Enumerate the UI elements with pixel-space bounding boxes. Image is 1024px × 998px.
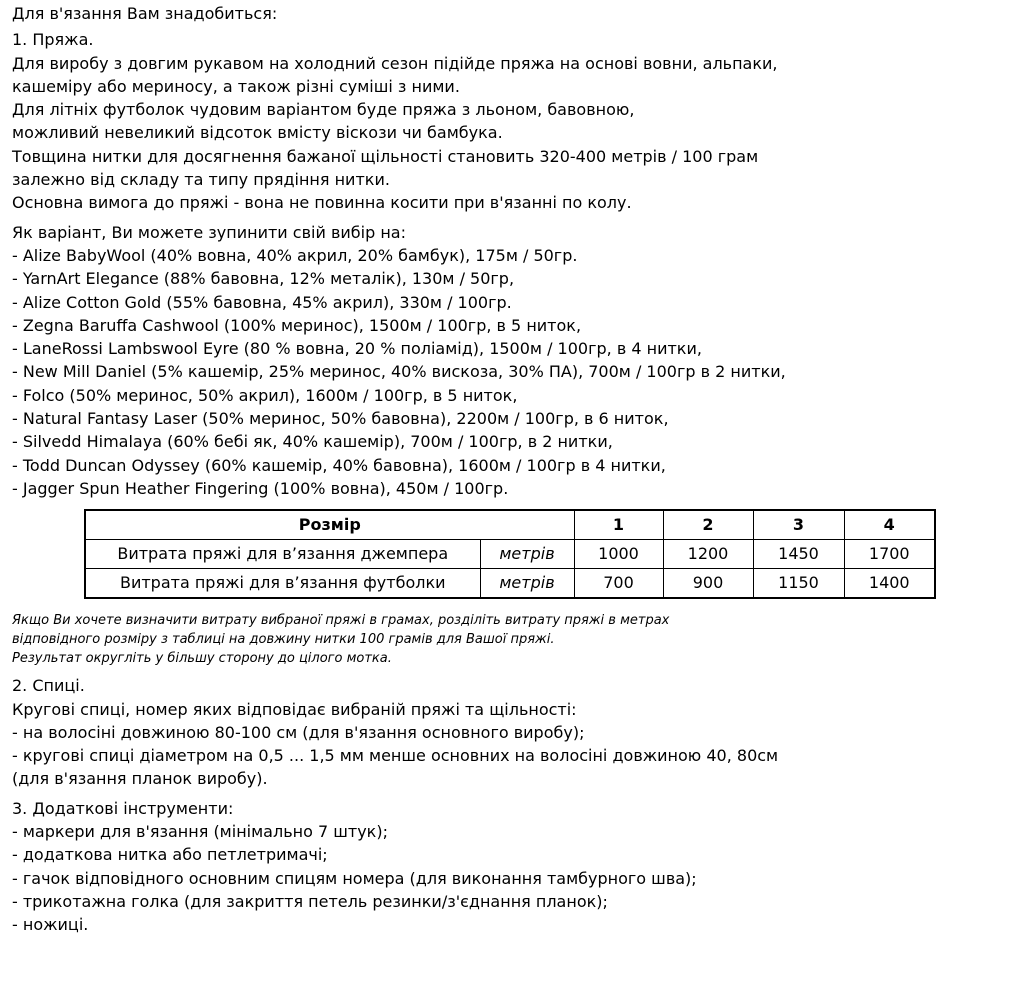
tools-section xyxy=(12,797,1012,937)
needles-line: - на волосіні довжиною 80-100 см (для в'язання основного виробу); xyxy=(12,722,585,742)
yarn-option: - Todd Duncan Odyssey (60% кашемір, 40% бавовна), 1600м / 100гр в 4 нитки, xyxy=(12,455,666,475)
row-unit: метрів xyxy=(480,569,574,599)
table-cell: 1700 xyxy=(844,540,935,569)
table-cell: 700 xyxy=(574,569,663,599)
needles-line: (для в'язання планок виробу). xyxy=(12,769,268,789)
size-column-header: 4 xyxy=(844,510,935,540)
size-column-header: 2 xyxy=(663,510,753,540)
yarn-paragraph: можливий невеликий відсоток вмісту віскози чи бамбука. xyxy=(12,123,503,143)
yarn-title: 1. Пряжа. xyxy=(12,30,94,50)
table-cell: 1200 xyxy=(663,540,753,569)
yarn-option: - YarnArt Elegance (88% бавовна, 12% металік), 130м / 50гр, xyxy=(12,269,515,289)
yarn-option: - Zegna Baruffa Cashwool (100% меринос), 1500м / 100гр, в 5 ниток, xyxy=(12,315,582,335)
yarn-paragraph: залежно від складу та типу прядіння нитки. xyxy=(12,170,390,190)
table-cell: 900 xyxy=(663,569,753,599)
yarn-option: - Natural Fantasy Laser (50% меринос, 50% бавовна), 2200м / 100гр, в 6 ниток, xyxy=(12,409,669,429)
size-column-header: 1 xyxy=(574,510,663,540)
tools-line: - маркери для в'язання (мінімально 7 штук); xyxy=(12,822,388,842)
row-label: Витрата пряжі для в’язання джемпера xyxy=(85,540,480,569)
needles-line: Кругові спиці, номер яких відповідає вибраній пряжі та щільності: xyxy=(12,699,577,719)
yarn-paragraph: Основна вимога до пряжі - вона не повинна косити при в'язанні по колу. xyxy=(12,193,632,213)
table-cell: 1150 xyxy=(753,569,844,599)
yarn-consumption-table xyxy=(84,509,936,599)
conversion-note xyxy=(12,611,1012,668)
table-row xyxy=(85,540,935,569)
page-heading: Для в'язання Вам знадобиться: xyxy=(12,4,278,23)
yarn-option: - New Mill Daniel (5% кашемір, 25% меринос, 40% вискоза, 30% ПА), 700м / 100гр в 2 нитки, xyxy=(12,362,786,382)
yarn-paragraph: кашеміру або мериносу, а також різні суміші з ними. xyxy=(12,76,460,96)
yarn-paragraph: Для виробу з довгим рукавом на холодний сезон підійде пряжа на основі вовни, альпаки, xyxy=(12,53,778,73)
yarn-paragraph: Товщина нитки для досягнення бажаної щільності становить 320-400 метрів / 100 грам xyxy=(12,146,759,166)
needles-title: 2. Спиці. xyxy=(12,676,85,696)
yarn-option: - Folco (50% меринос, 50% акрил), 1600м / 100гр, в 5 ниток, xyxy=(12,385,518,405)
yarn-option: - LaneRossi Lambswool Eyre (80 % вовна, 20 % поліамід), 1500м / 100гр, в 4 нитки, xyxy=(12,339,702,359)
table-cell: 1450 xyxy=(753,540,844,569)
yarn-option: - Alize BabyWool (40% вовна, 40% акрил, 20% бамбук), 175м / 50гр. xyxy=(12,245,578,265)
yarn-option: - Silvedd Himalaya (60% бебі як, 40% кашемір), 700м / 100гр, в 2 нитки, xyxy=(12,432,613,452)
tools-line: - гачок відповідного основним спицям номера (для виконання тамбурного шва); xyxy=(12,868,697,888)
tools-line: - ножиці. xyxy=(12,915,89,935)
needles-section xyxy=(12,674,1012,790)
needles-line: - кругові спиці діаметром на 0,5 ... 1,5 мм менше основних на волосіні довжиною 40, 80см xyxy=(12,746,779,766)
yarn-option: - Alize Cotton Gold (55% бавовна, 45% акрил), 330м / 100гр. xyxy=(12,292,512,312)
tools-title: 3. Додаткові інструменти: xyxy=(12,798,234,818)
document-page xyxy=(12,0,1012,937)
tools-line: - трикотажна голка (для закриття петель резинки/з'єднання планок); xyxy=(12,891,608,911)
note-line: Результат округліть у більшу сторону до цілого мотка. xyxy=(12,651,392,667)
yarn-option: - Jagger Spun Heather Fingering (100% вовна), 450м / 100гр. xyxy=(12,478,509,498)
note-line: Якщо Ви хочете визначити витрату вибраної пряжі в грамах, розділіть витрату пряжі в метрах xyxy=(12,613,670,629)
size-column-header: 3 xyxy=(753,510,844,540)
size-header-cell: Розмір xyxy=(85,510,574,540)
note-line: відповідного розміру з таблиці на довжину нитки 100 грамів для Вашої пряжі. xyxy=(12,632,555,648)
tools-line: - додаткова нитка або петлетримачі; xyxy=(12,845,328,865)
table-row xyxy=(85,569,935,599)
yarn-section xyxy=(12,28,1012,500)
row-label: Витрата пряжі для в’язання футболки xyxy=(85,569,480,599)
row-unit: метрів xyxy=(480,540,574,569)
yarn-options-intro: Як варіант, Ви можете зупинити свій вибір на: xyxy=(12,222,406,242)
table-cell: 1000 xyxy=(574,540,663,569)
yarn-paragraph: Для літніх футболок чудовим варіантом буде пряжа з льоном, бавовною, xyxy=(12,100,635,120)
table-cell: 1400 xyxy=(844,569,935,599)
table-header-row xyxy=(85,510,935,540)
